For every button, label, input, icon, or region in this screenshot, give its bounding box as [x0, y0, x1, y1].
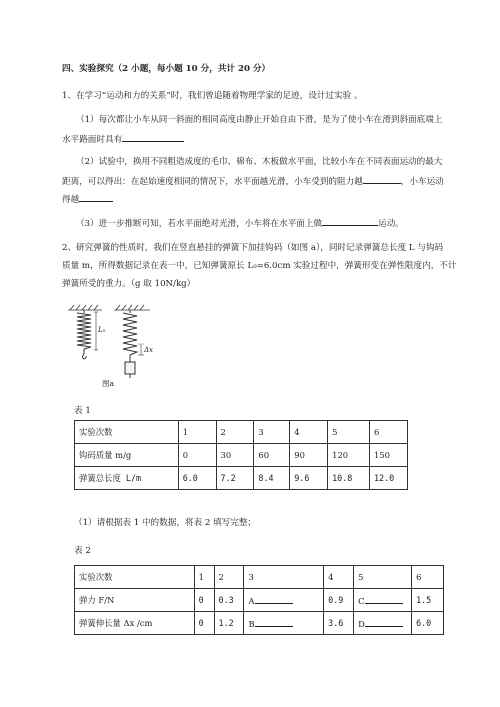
q1-part1-line2 — [62, 132, 184, 146]
table-cell: 120 — [328, 444, 370, 467]
answer-label-a: A — [248, 596, 255, 606]
right-spring-icon — [123, 310, 137, 378]
table-cell: 60 — [254, 444, 290, 467]
table-row — [75, 612, 444, 635]
answer-blank-3[interactable] — [79, 192, 113, 202]
table-row — [75, 566, 444, 589]
answer-cell-d[interactable] — [354, 612, 412, 635]
table-cell: 3 — [244, 566, 324, 589]
q1-part3-text-b: 运动。 — [378, 219, 404, 229]
table-cell: 1.2 — [214, 612, 244, 635]
table-cell: 6 — [412, 566, 444, 589]
answer-cell-a[interactable] — [244, 589, 324, 612]
table-cell: 1 — [178, 421, 216, 444]
answer-cell-b[interactable] — [244, 612, 324, 635]
table-cell: 实验次数 — [75, 421, 179, 444]
left-spring-icon — [77, 310, 91, 359]
answer-label-d: D — [358, 619, 365, 629]
table-cell: 弹簧总长度 L/m — [75, 467, 179, 490]
q1-intro: 1、在学习“运动和力的关系”时，我们曾追随着物理学家的足迹，设计过实验 。 — [62, 91, 363, 101]
answer-blank-c[interactable] — [365, 594, 403, 604]
table-cell: 0.9 — [324, 589, 354, 612]
table-cell: 12.0 — [370, 467, 408, 490]
answer-blank-2[interactable] — [363, 174, 401, 184]
q1-part2-line1: （2）试验中，换用不同粗造成度的毛巾、棉布、木板做水平面，比较小车在不同表面运动的最大 — [76, 157, 443, 167]
table-cell: 30 — [216, 444, 254, 467]
table-cell: 0 — [194, 612, 214, 635]
table-cell: 8.4 — [254, 467, 290, 490]
table1-caption: 表 1 — [74, 406, 91, 416]
spring-figure — [64, 300, 164, 396]
table-cell: 0 — [194, 589, 214, 612]
answer-blank-b[interactable] — [255, 617, 293, 627]
q1-part2-line3 — [62, 192, 113, 206]
answer-blank-a[interactable] — [255, 594, 293, 604]
table-cell: 1 — [194, 566, 214, 589]
q2-intro-line1: 2、研究弹簧的性质时，我们在竖直悬挂的弹簧下加挂钩码（如图 a），同时记录弹簧总长度 L 与钩码 — [62, 243, 444, 253]
table-cell: 5 — [354, 566, 412, 589]
table-cell: 150 — [370, 444, 408, 467]
table-cell: 5 — [328, 421, 370, 444]
table-cell: 3 — [254, 421, 290, 444]
table-cell: 6.0 — [178, 467, 216, 490]
table-cell: 4 — [324, 566, 354, 589]
left-support-icon — [68, 305, 102, 310]
q2-sub1: （1）请根据表 1 中的数据，将表 2 填写完整； — [74, 518, 257, 528]
section-title: 四、实验探究（2 小题，每小题 10 分，共计 20 分） — [62, 64, 271, 74]
right-support-icon — [114, 305, 150, 310]
table-cell: 4 — [290, 421, 328, 444]
figure-dx-label: Δx — [144, 346, 154, 354]
table2-caption: 表 2 — [74, 546, 91, 556]
table-row — [75, 467, 408, 490]
q1-part2-text-a: 距离，可以得出：在起始速度相同的情况下，水平面越光滑，小车受到的阻力越 — [62, 177, 363, 187]
table-cell: 10.8 — [328, 467, 370, 490]
table-cell: 7.2 — [216, 467, 254, 490]
table-cell: 3.6 — [324, 612, 354, 635]
table-cell: 钩码质量 m/g — [75, 444, 179, 467]
answer-blank-4[interactable] — [322, 216, 378, 226]
figure-caption: 图a — [102, 379, 114, 388]
table-cell: 6.0 — [412, 612, 444, 635]
q2-intro-line3: 弹簧所受的重力。（g 取 10N/kg） — [62, 279, 196, 289]
answer-blank-1[interactable] — [122, 132, 184, 142]
table-1 — [74, 420, 408, 490]
answer-label-b: B — [248, 619, 255, 629]
q1-part2-line2 — [62, 174, 444, 188]
table-2 — [74, 565, 444, 635]
table-cell: 弹簧伸长量 Δx /cm — [75, 612, 195, 635]
table-row — [75, 421, 408, 444]
table-cell: 6 — [370, 421, 408, 444]
table-row — [75, 589, 444, 612]
table-cell: 1.5 — [412, 589, 444, 612]
q1-part1-line1: （1）每次都让小车从同一斜面的相同高度由静止开始自由下滑，是为了使小车在滑到斜面底端上 — [76, 115, 443, 125]
table-cell: 实验次数 — [75, 566, 195, 589]
q1-part2-text-b: ，小车运动 — [400, 177, 444, 187]
q1-part2-text-c: 得越 — [62, 195, 80, 205]
q1-part3-text-a: （3）进一步推断可知，若水平面绝对光滑，小车将在水平面上做 — [76, 219, 323, 229]
table-cell: 9.6 — [290, 467, 328, 490]
figure-l0-label: L₀ — [98, 326, 106, 334]
table-cell: 0.3 — [214, 589, 244, 612]
q1-part3 — [76, 216, 404, 230]
table-cell: 2 — [216, 421, 254, 444]
table-row — [75, 444, 408, 467]
table-cell: 弹力 F/N — [75, 589, 195, 612]
q1-part1-text: 水平路面时具有 — [62, 135, 123, 145]
table-cell: 90 — [290, 444, 328, 467]
answer-cell-c[interactable] — [354, 589, 412, 612]
answer-blank-d[interactable] — [365, 617, 403, 627]
answer-label-c: C — [358, 596, 365, 606]
table-cell: 2 — [214, 566, 244, 589]
table-cell: 0 — [178, 444, 216, 467]
q2-intro-line2: 质量 m，所得数据记录在表一中，已知弹簧原长 L₀=6.0cm 实验过程中，弹簧形变在弹性限度内，不计 — [62, 261, 457, 271]
